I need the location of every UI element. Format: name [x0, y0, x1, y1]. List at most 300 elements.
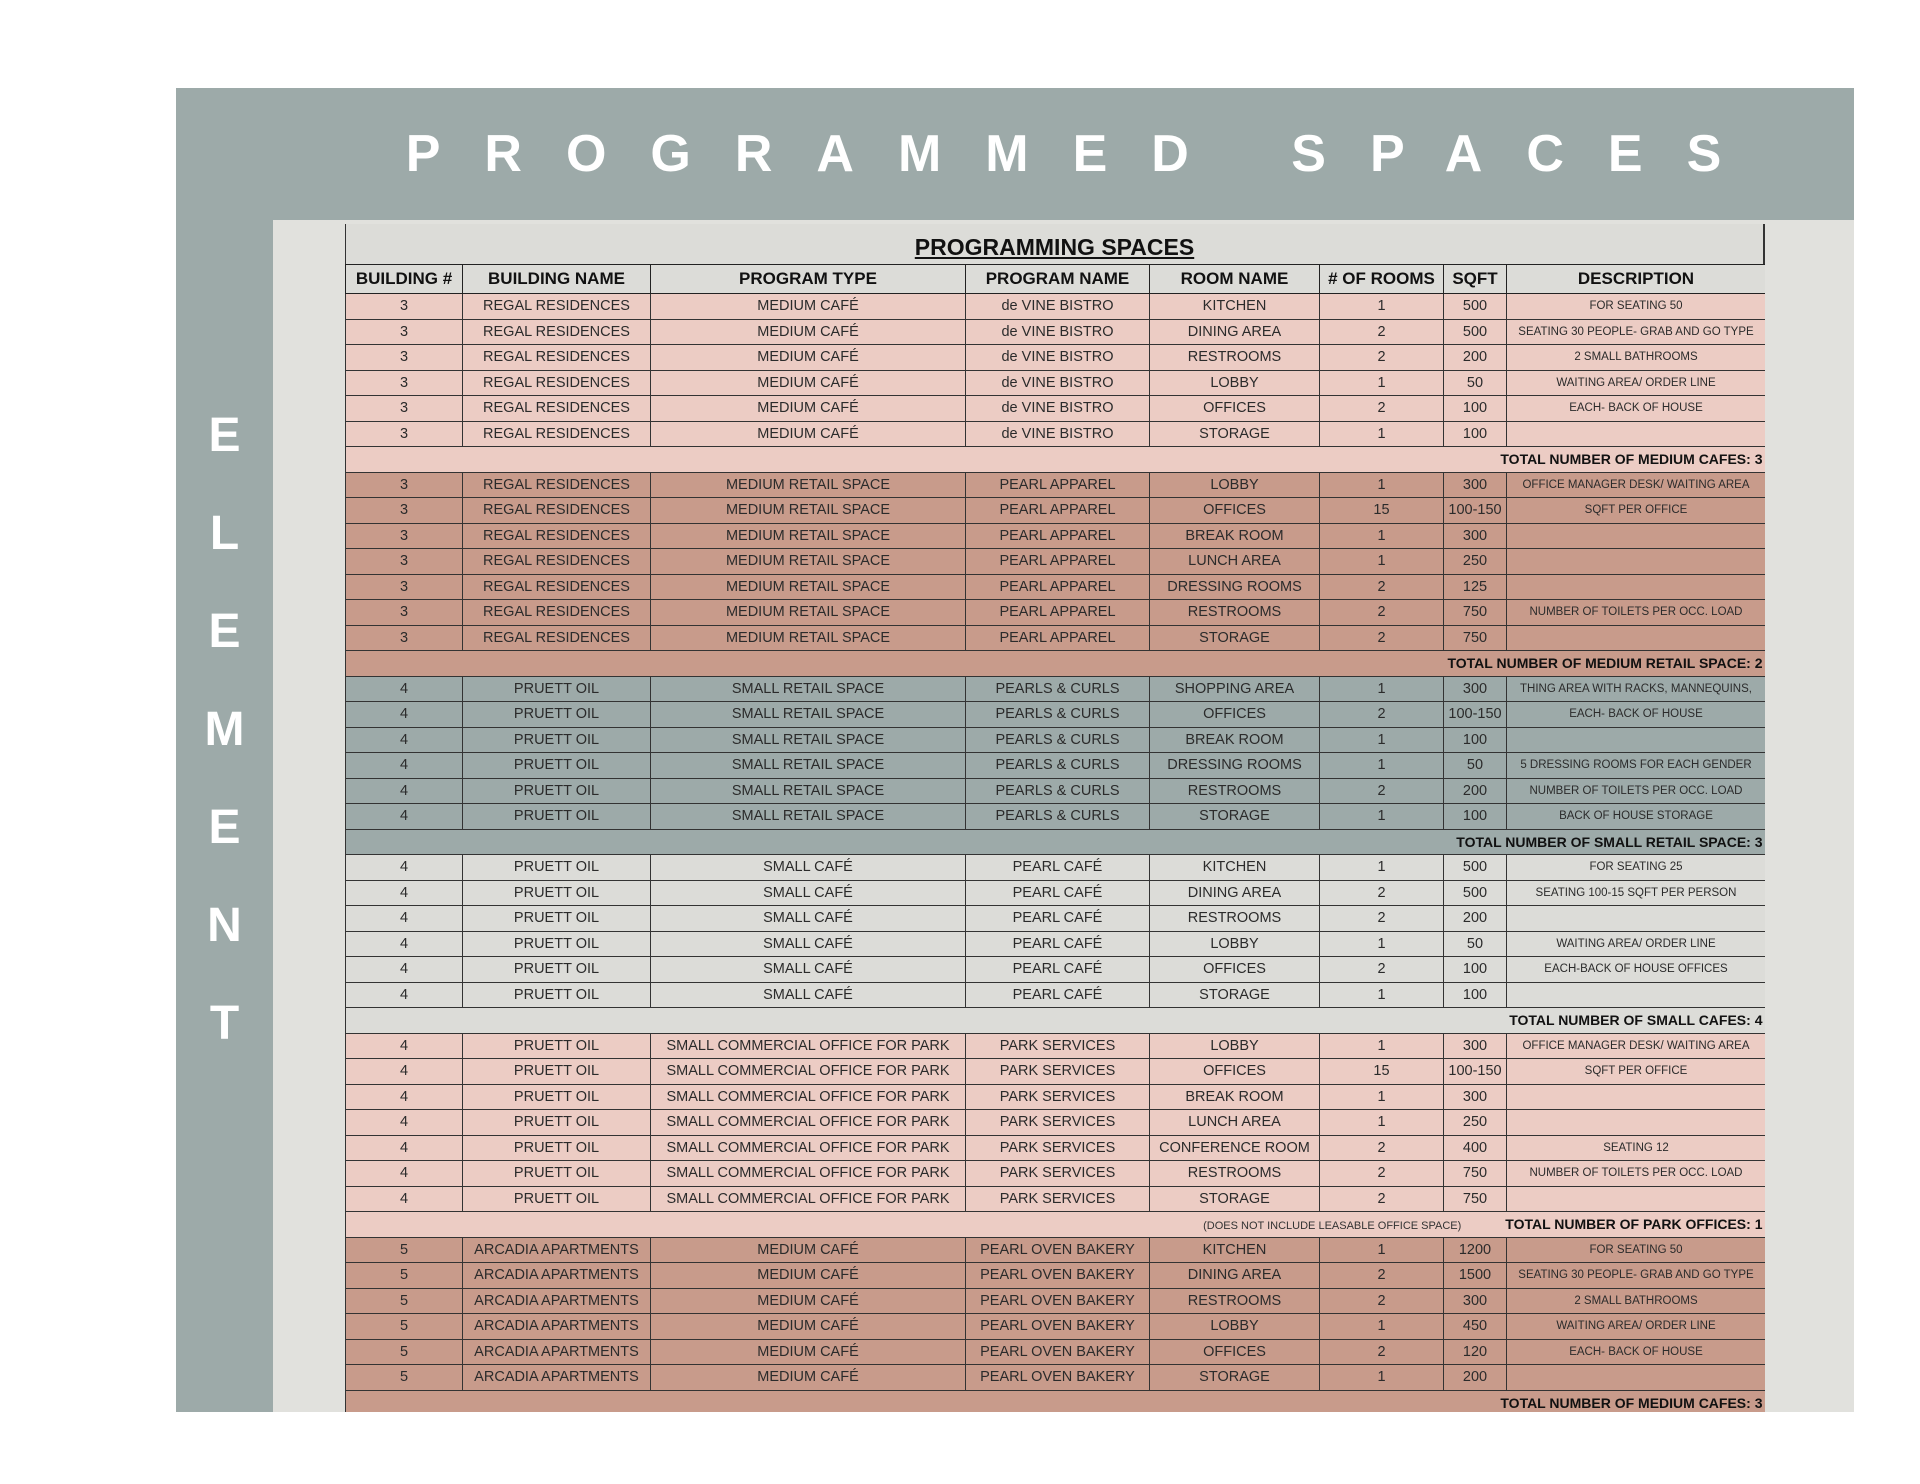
table-cell: de VINE BISTRO	[966, 421, 1150, 447]
table-cell: REGAL RESIDENCES	[463, 472, 651, 498]
column-header: SQFT	[1444, 265, 1507, 294]
table-cell: MEDIUM CAFÉ	[651, 1314, 966, 1340]
page-frame	[176, 88, 1854, 1412]
table-cell: 5 DRESSING ROOMS FOR EACH GENDER	[1507, 753, 1766, 779]
table-cell: 4	[346, 957, 463, 983]
table-row	[346, 1365, 1766, 1391]
table-cell: REGAL RESIDENCES	[463, 549, 651, 575]
table-cell: 3	[346, 345, 463, 371]
table-cell	[1507, 421, 1766, 447]
table-cell: 2 SMALL BATHROOMS	[1507, 1288, 1766, 1314]
table-cell: PEARLS & CURLS	[966, 727, 1150, 753]
table-row	[346, 421, 1766, 447]
table-cell: 5	[346, 1365, 463, 1391]
table-cell: 500	[1444, 880, 1507, 906]
table-cell: 1	[1320, 1314, 1444, 1340]
total-cell	[346, 447, 1766, 473]
total-row	[346, 829, 1766, 855]
table-cell	[1507, 906, 1766, 932]
table-cell: MEDIUM RETAIL SPACE	[651, 498, 966, 524]
table-cell	[1507, 727, 1766, 753]
table-cell: PRUETT OIL	[463, 753, 651, 779]
table-cell: STORAGE	[1150, 982, 1320, 1008]
table-cell: PEARLS & CURLS	[966, 778, 1150, 804]
table-cell: 5	[346, 1288, 463, 1314]
table-cell: SEATING 30 PEOPLE- GRAB AND GO TYPE	[1507, 319, 1766, 345]
table-cell: 300	[1444, 523, 1507, 549]
table-body	[346, 294, 1766, 1413]
table-cell: DINING AREA	[1150, 880, 1320, 906]
table-cell: REGAL RESIDENCES	[463, 600, 651, 626]
table-cell: SHOPPING AREA	[1150, 676, 1320, 702]
table-cell: 1	[1320, 753, 1444, 779]
table-cell: DINING AREA	[1150, 319, 1320, 345]
table-cell: 3	[346, 498, 463, 524]
table-cell: SEATING 30 PEOPLE- GRAB AND GO TYPE	[1507, 1263, 1766, 1289]
table-cell: SMALL CAFÉ	[651, 906, 966, 932]
table-cell: PRUETT OIL	[463, 957, 651, 983]
table-cell: RESTROOMS	[1150, 345, 1320, 371]
total-label: TOTAL NUMBER OF MEDIUM RETAIL SPACE: 2	[1447, 655, 1763, 672]
table-row	[346, 498, 1766, 524]
table-cell: FOR SEATING 50	[1507, 294, 1766, 320]
table-cell: 2 SMALL BATHROOMS	[1507, 345, 1766, 371]
table-cell: PEARLS & CURLS	[966, 676, 1150, 702]
table-row	[346, 600, 1766, 626]
table-row	[346, 982, 1766, 1008]
table-cell: 2	[1320, 600, 1444, 626]
table-cell: 2	[1320, 1135, 1444, 1161]
table-cell: 750	[1444, 1186, 1507, 1212]
table-cell: SMALL CAFÉ	[651, 982, 966, 1008]
table-cell: 2	[1320, 880, 1444, 906]
table-cell: 4	[346, 753, 463, 779]
table-cell: LOBBY	[1150, 931, 1320, 957]
table-cell: PRUETT OIL	[463, 880, 651, 906]
total-row	[346, 651, 1766, 677]
table-cell: 1	[1320, 523, 1444, 549]
table-cell: WAITING AREA/ ORDER LINE	[1507, 1314, 1766, 1340]
table-cell: OFFICES	[1150, 957, 1320, 983]
table-cell: SMALL COMMERCIAL OFFICE FOR PARK	[651, 1135, 966, 1161]
table-cell: PRUETT OIL	[463, 676, 651, 702]
table-row	[346, 1161, 1766, 1187]
table-cell: 1	[1320, 294, 1444, 320]
table-cell: MEDIUM CAFÉ	[651, 319, 966, 345]
table-row	[346, 1033, 1766, 1059]
table-cell: REGAL RESIDENCES	[463, 396, 651, 422]
table-cell: 4	[346, 1084, 463, 1110]
table-cell: 300	[1444, 1288, 1507, 1314]
table-cell: 3	[346, 472, 463, 498]
table-cell: 100-150	[1444, 498, 1507, 524]
table-row	[346, 523, 1766, 549]
table-cell: 4	[346, 727, 463, 753]
programming-table	[345, 264, 1765, 1412]
table-cell: THING AREA WITH RACKS, MANNEQUINS,	[1507, 676, 1766, 702]
table-cell: SMALL COMMERCIAL OFFICE FOR PARK	[651, 1059, 966, 1085]
side-label-letter: M	[204, 703, 245, 756]
table-cell: 1	[1320, 1110, 1444, 1136]
table-cell: 3	[346, 600, 463, 626]
table-cell: 1	[1320, 421, 1444, 447]
table-cell: MEDIUM RETAIL SPACE	[651, 549, 966, 575]
table-cell: SMALL COMMERCIAL OFFICE FOR PARK	[651, 1033, 966, 1059]
table-cell: 5	[346, 1237, 463, 1263]
table-cell: 3	[346, 294, 463, 320]
table-cell: NUMBER OF TOILETS PER OCC. LOAD	[1507, 778, 1766, 804]
table-cell: 450	[1444, 1314, 1507, 1340]
table-cell: 4	[346, 804, 463, 830]
table-cell: EACH- BACK OF HOUSE	[1507, 702, 1766, 728]
table-cell: PEARL APPAREL	[966, 600, 1150, 626]
table-cell: PEARL APPAREL	[966, 472, 1150, 498]
table-cell: LUNCH AREA	[1150, 1110, 1320, 1136]
table-row	[346, 472, 1766, 498]
table-cell: MEDIUM CAFÉ	[651, 1237, 966, 1263]
table-cell: FOR SEATING 50	[1507, 1237, 1766, 1263]
table-cell: MEDIUM CAFÉ	[651, 396, 966, 422]
table-cell	[1507, 625, 1766, 651]
table-cell: PRUETT OIL	[463, 931, 651, 957]
table-cell: RESTROOMS	[1150, 1161, 1320, 1187]
table-cell: REGAL RESIDENCES	[463, 294, 651, 320]
table-cell: BACK OF HOUSE STORAGE	[1507, 804, 1766, 830]
table-cell: MEDIUM RETAIL SPACE	[651, 523, 966, 549]
table-row	[346, 1084, 1766, 1110]
table-cell: RESTROOMS	[1150, 778, 1320, 804]
column-header: PROGRAM NAME	[966, 265, 1150, 294]
table-row	[346, 1186, 1766, 1212]
table-cell: KITCHEN	[1150, 1237, 1320, 1263]
table-cell: SMALL COMMERCIAL OFFICE FOR PARK	[651, 1161, 966, 1187]
table-cell: 100-150	[1444, 702, 1507, 728]
table-cell: 300	[1444, 472, 1507, 498]
table-cell: ARCADIA APARTMENTS	[463, 1339, 651, 1365]
table-cell: SMALL CAFÉ	[651, 931, 966, 957]
table-cell: SEATING 12	[1507, 1135, 1766, 1161]
table-cell: 1	[1320, 1084, 1444, 1110]
table-cell: 100	[1444, 727, 1507, 753]
table-row	[346, 1288, 1766, 1314]
table-cell: PRUETT OIL	[463, 804, 651, 830]
table-row	[346, 1135, 1766, 1161]
table-cell: MEDIUM CAFÉ	[651, 1365, 966, 1391]
table-cell	[1507, 549, 1766, 575]
table-cell: CONFERENCE ROOM	[1150, 1135, 1320, 1161]
total-label: TOTAL NUMBER OF SMALL RETAIL SPACE: 3	[1456, 833, 1763, 850]
table-cell	[1507, 574, 1766, 600]
table-row	[346, 396, 1766, 422]
table-cell: DRESSING ROOMS	[1150, 574, 1320, 600]
table-cell: STORAGE	[1150, 421, 1320, 447]
table-cell: STORAGE	[1150, 804, 1320, 830]
table-cell: WAITING AREA/ ORDER LINE	[1507, 370, 1766, 396]
table-cell: MEDIUM RETAIL SPACE	[651, 472, 966, 498]
table-cell: 500	[1444, 855, 1507, 881]
table-cell: de VINE BISTRO	[966, 294, 1150, 320]
table-cell: PEARL CAFÉ	[966, 931, 1150, 957]
table-cell: SMALL COMMERCIAL OFFICE FOR PARK	[651, 1186, 966, 1212]
table-cell: 50	[1444, 753, 1507, 779]
table-cell: PRUETT OIL	[463, 727, 651, 753]
table-row	[346, 1314, 1766, 1340]
table-cell: PRUETT OIL	[463, 1110, 651, 1136]
column-header: BUILDING NAME	[463, 265, 651, 294]
table-cell: PEARL OVEN BAKERY	[966, 1365, 1150, 1391]
table-row	[346, 1339, 1766, 1365]
table-cell: ARCADIA APARTMENTS	[463, 1365, 651, 1391]
table-cell: 4	[346, 702, 463, 728]
table-cell: 2	[1320, 957, 1444, 983]
table-cell: 300	[1444, 1084, 1507, 1110]
table-cell: 3	[346, 370, 463, 396]
table-cell: PEARL OVEN BAKERY	[966, 1263, 1150, 1289]
table-cell: 3	[346, 319, 463, 345]
table-cell: 15	[1320, 498, 1444, 524]
table-cell: 750	[1444, 1161, 1507, 1187]
table-cell: 50	[1444, 931, 1507, 957]
table-cell: EACH-BACK OF HOUSE OFFICES	[1507, 957, 1766, 983]
table-cell: SMALL RETAIL SPACE	[651, 753, 966, 779]
table-cell: 2	[1320, 319, 1444, 345]
table-cell: PEARLS & CURLS	[966, 753, 1150, 779]
table-cell: PEARL APPAREL	[966, 549, 1150, 575]
table-row	[346, 1110, 1766, 1136]
table-cell: PEARL APPAREL	[966, 523, 1150, 549]
column-header: ROOM NAME	[1150, 265, 1320, 294]
table-cell: 4	[346, 855, 463, 881]
total-cell	[346, 651, 1766, 677]
table-cell: LOBBY	[1150, 472, 1320, 498]
table-cell: de VINE BISTRO	[966, 319, 1150, 345]
table-cell: WAITING AREA/ ORDER LINE	[1507, 931, 1766, 957]
side-label-letter: E	[208, 605, 241, 658]
table-cell	[1507, 1186, 1766, 1212]
table-cell: 100-150	[1444, 1059, 1507, 1085]
table-cell: FOR SEATING 25	[1507, 855, 1766, 881]
table-cell: 1	[1320, 855, 1444, 881]
table-cell: 750	[1444, 600, 1507, 626]
table-cell: OFFICES	[1150, 498, 1320, 524]
table-cell: SMALL RETAIL SPACE	[651, 804, 966, 830]
table-cell: 3	[346, 421, 463, 447]
table-cell: MEDIUM CAFÉ	[651, 421, 966, 447]
table-cell: 1	[1320, 1365, 1444, 1391]
table-cell: 4	[346, 931, 463, 957]
table-cell: SMALL RETAIL SPACE	[651, 702, 966, 728]
side-label-letter: T	[209, 997, 240, 1050]
table-cell: BREAK ROOM	[1150, 1084, 1320, 1110]
total-label: TOTAL NUMBER OF MEDIUM CAFES: 3	[1500, 1394, 1763, 1411]
table-cell: PEARL CAFÉ	[966, 957, 1150, 983]
table-cell: PEARL CAFÉ	[966, 880, 1150, 906]
table-cell: PEARL CAFÉ	[966, 982, 1150, 1008]
table-cell: MEDIUM CAFÉ	[651, 294, 966, 320]
table-cell: 4	[346, 1135, 463, 1161]
table-cell: DRESSING ROOMS	[1150, 753, 1320, 779]
table-cell: 5	[346, 1339, 463, 1365]
table-row	[346, 702, 1766, 728]
table-cell: ARCADIA APARTMENTS	[463, 1314, 651, 1340]
table-cell: PARK SERVICES	[966, 1161, 1150, 1187]
table-cell: SMALL RETAIL SPACE	[651, 676, 966, 702]
table-row	[346, 957, 1766, 983]
total-row	[346, 1008, 1766, 1034]
page-title: PROGRAMMED SPACES	[405, 125, 1766, 183]
side-panel	[176, 88, 273, 1412]
table-cell: MEDIUM CAFÉ	[651, 370, 966, 396]
total-cell	[346, 829, 1766, 855]
table-cell: NUMBER OF TOILETS PER OCC. LOAD	[1507, 1161, 1766, 1187]
table-cell: LOBBY	[1150, 1033, 1320, 1059]
table-cell: 1500	[1444, 1263, 1507, 1289]
side-label-letter: N	[207, 899, 242, 952]
table-cell: PARK SERVICES	[966, 1033, 1150, 1059]
table-cell: 4	[346, 676, 463, 702]
table-cell: REGAL RESIDENCES	[463, 370, 651, 396]
table-cell: ARCADIA APARTMENTS	[463, 1288, 651, 1314]
table-row	[346, 804, 1766, 830]
table-cell: PEARL OVEN BAKERY	[966, 1314, 1150, 1340]
table-cell: 100	[1444, 804, 1507, 830]
table-row	[346, 931, 1766, 957]
table-cell: PRUETT OIL	[463, 1161, 651, 1187]
column-header: PROGRAM TYPE	[651, 265, 966, 294]
table-cell: de VINE BISTRO	[966, 345, 1150, 371]
table-cell: RESTROOMS	[1150, 600, 1320, 626]
table-cell: RESTROOMS	[1150, 1288, 1320, 1314]
table-cell: EACH- BACK OF HOUSE	[1507, 396, 1766, 422]
header-bar	[273, 88, 1854, 220]
table-cell: MEDIUM RETAIL SPACE	[651, 574, 966, 600]
table-cell	[1507, 982, 1766, 1008]
table-cell: 4	[346, 1110, 463, 1136]
table-cell: 2	[1320, 574, 1444, 600]
table-cell: de VINE BISTRO	[966, 370, 1150, 396]
table-cell: SQFT PER OFFICE	[1507, 498, 1766, 524]
table-row	[346, 549, 1766, 575]
table-cell: 4	[346, 1186, 463, 1212]
table-cell: 4	[346, 906, 463, 932]
table-cell: 3	[346, 523, 463, 549]
table-cell: 3	[346, 396, 463, 422]
table-cell: 2	[1320, 1288, 1444, 1314]
table-cell: 4	[346, 880, 463, 906]
table-cell: 1200	[1444, 1237, 1507, 1263]
table-cell: SMALL RETAIL SPACE	[651, 727, 966, 753]
total-cell	[346, 1008, 1766, 1034]
table-cell: PEARL APPAREL	[966, 498, 1150, 524]
table-row	[346, 906, 1766, 932]
total-cell	[346, 1390, 1766, 1412]
table-cell: 2	[1320, 1186, 1444, 1212]
table-row	[346, 294, 1766, 320]
table-cell: EACH- BACK OF HOUSE	[1507, 1339, 1766, 1365]
table-cell: 4	[346, 1059, 463, 1085]
table-cell: MEDIUM RETAIL SPACE	[651, 600, 966, 626]
table-cell: 100	[1444, 957, 1507, 983]
table-cell: STORAGE	[1150, 1186, 1320, 1212]
table-cell: PARK SERVICES	[966, 1084, 1150, 1110]
table-row	[346, 625, 1766, 651]
table-cell: PEARL CAFÉ	[966, 906, 1150, 932]
table-cell: REGAL RESIDENCES	[463, 421, 651, 447]
table-cell: LOBBY	[1150, 370, 1320, 396]
table-cell: 1	[1320, 982, 1444, 1008]
table-cell: PRUETT OIL	[463, 1135, 651, 1161]
side-label-letter: L	[209, 507, 240, 560]
table-cell: REGAL RESIDENCES	[463, 625, 651, 651]
table-cell: 4	[346, 778, 463, 804]
table-cell: PARK SERVICES	[966, 1059, 1150, 1085]
side-label-letter: E	[208, 801, 241, 854]
table-cell: 2	[1320, 345, 1444, 371]
table-cell: PEARL APPAREL	[966, 625, 1150, 651]
table-cell: KITCHEN	[1150, 294, 1320, 320]
table-cell	[1507, 1084, 1766, 1110]
table-cell: ARCADIA APARTMENTS	[463, 1263, 651, 1289]
table-cell: 100	[1444, 396, 1507, 422]
table-cell: PRUETT OIL	[463, 1033, 651, 1059]
table-cell: SMALL COMMERCIAL OFFICE FOR PARK	[651, 1084, 966, 1110]
table-cell: OFFICE MANAGER DESK/ WAITING AREA	[1507, 472, 1766, 498]
table-cell: REGAL RESIDENCES	[463, 345, 651, 371]
table-row	[346, 370, 1766, 396]
table-cell: NUMBER OF TOILETS PER OCC. LOAD	[1507, 600, 1766, 626]
table-cell: MEDIUM CAFÉ	[651, 345, 966, 371]
table-cell: 2	[1320, 906, 1444, 932]
table-cell: PEARL OVEN BAKERY	[966, 1288, 1150, 1314]
table-cell: SMALL COMMERCIAL OFFICE FOR PARK	[651, 1110, 966, 1136]
table-cell: 5	[346, 1314, 463, 1340]
table-cell: PRUETT OIL	[463, 778, 651, 804]
table-cell: 750	[1444, 625, 1507, 651]
table-cell: DINING AREA	[1150, 1263, 1320, 1289]
table-cell: 1	[1320, 370, 1444, 396]
side-label	[176, 88, 273, 1412]
total-cell	[346, 1212, 1766, 1238]
table-cell: OFFICE MANAGER DESK/ WAITING AREA	[1507, 1033, 1766, 1059]
table-cell: 100	[1444, 982, 1507, 1008]
table-cell: 300	[1444, 1033, 1507, 1059]
table-cell: 2	[1320, 702, 1444, 728]
table-row	[346, 676, 1766, 702]
table-cell: OFFICES	[1150, 396, 1320, 422]
table-cell: 200	[1444, 778, 1507, 804]
table-cell: PEARL OVEN BAKERY	[966, 1339, 1150, 1365]
column-header: # OF ROOMS	[1320, 265, 1444, 294]
table-cell: PEARL CAFÉ	[966, 855, 1150, 881]
table-cell: OFFICES	[1150, 1059, 1320, 1085]
total-label: TOTAL NUMBER OF PARK OFFICES: 1	[1505, 1216, 1763, 1233]
table-cell: 2	[1320, 1339, 1444, 1365]
table-cell: MEDIUM CAFÉ	[651, 1263, 966, 1289]
column-header: DESCRIPTION	[1507, 265, 1766, 294]
table-cell: 200	[1444, 1365, 1507, 1391]
table-row	[346, 727, 1766, 753]
table-row	[346, 574, 1766, 600]
table-cell: PEARLS & CURLS	[966, 702, 1150, 728]
table-cell: 4	[346, 1033, 463, 1059]
table-row	[346, 345, 1766, 371]
table-cell: 1	[1320, 804, 1444, 830]
table-cell: PRUETT OIL	[463, 855, 651, 881]
table-header-row	[346, 265, 1766, 294]
table-cell: PEARL APPAREL	[966, 574, 1150, 600]
table-cell: 200	[1444, 906, 1507, 932]
total-row	[346, 447, 1766, 473]
